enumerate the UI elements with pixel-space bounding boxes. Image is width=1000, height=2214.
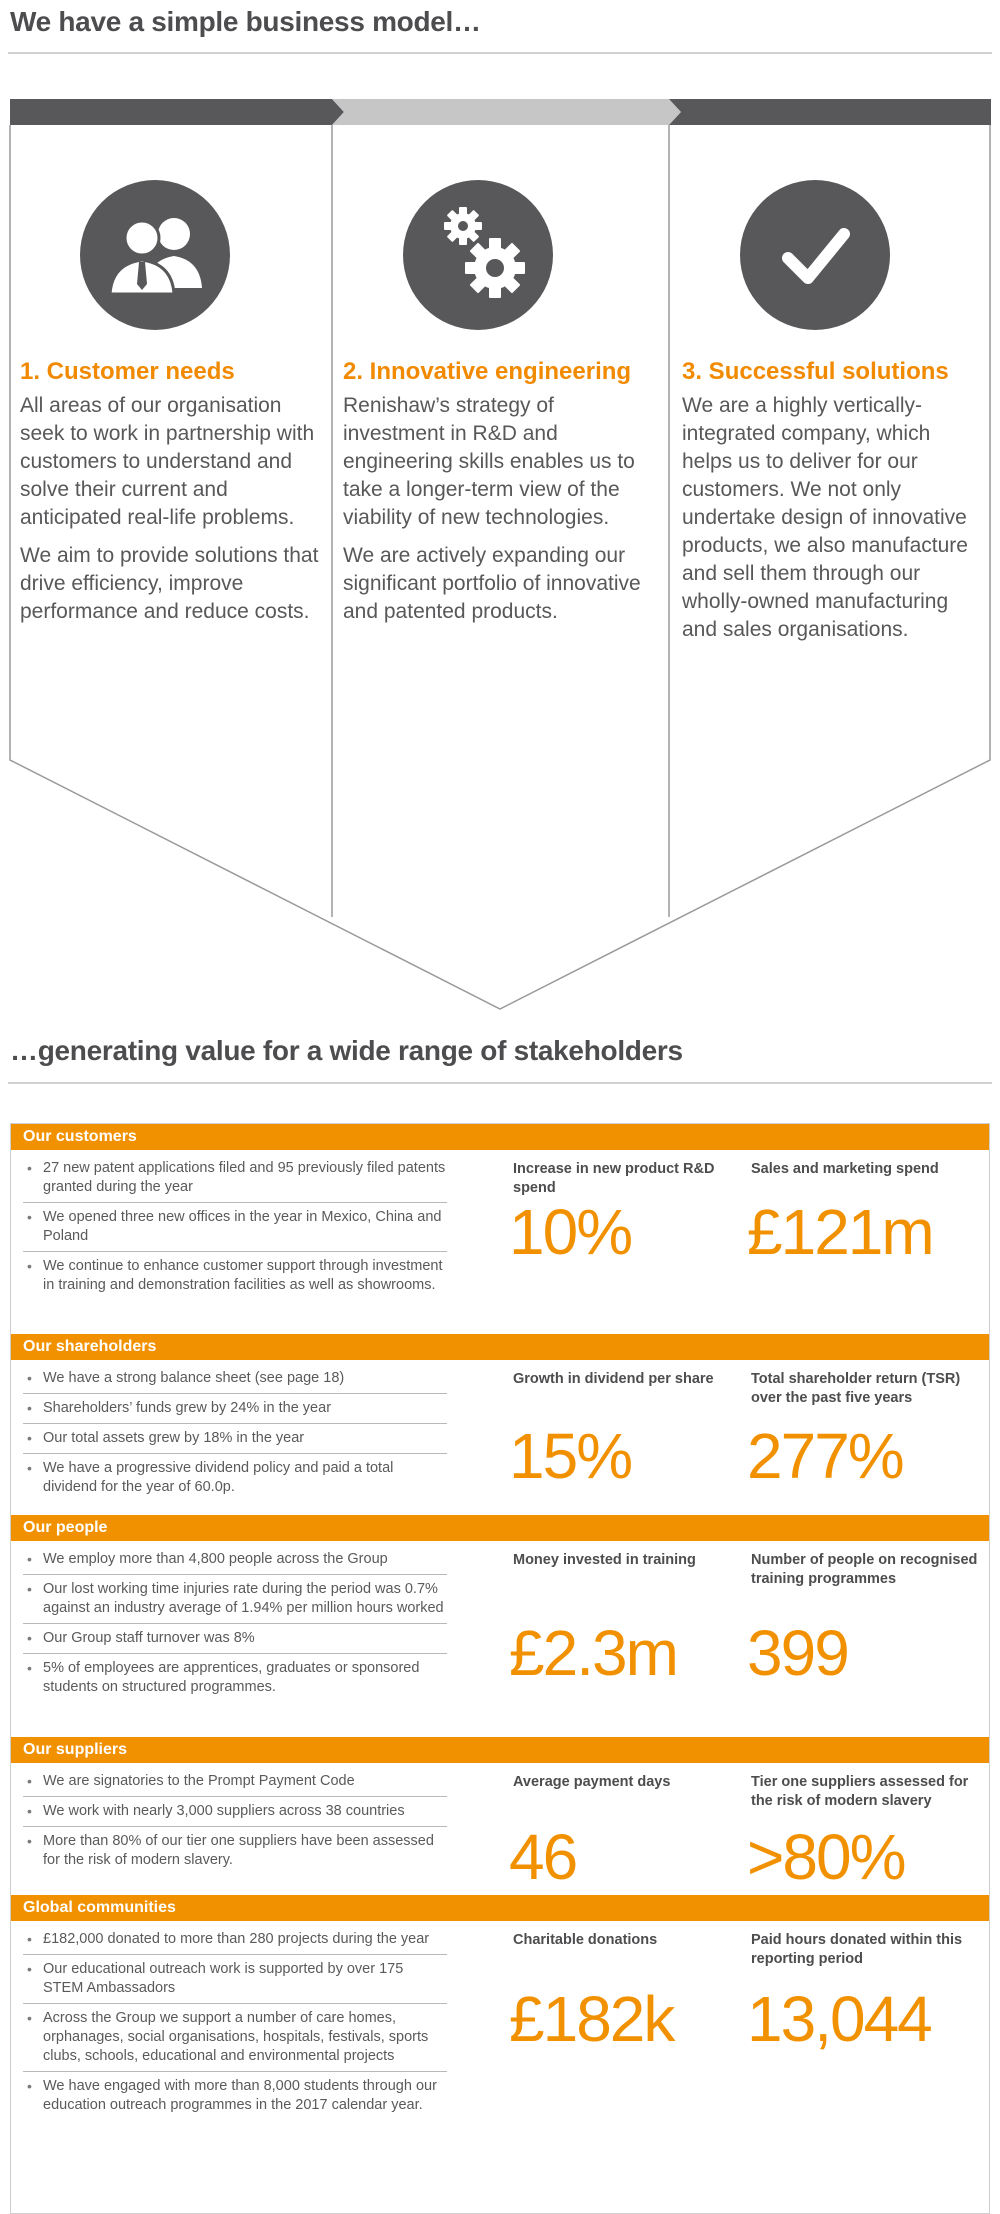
list-item: • We have a strong balance sheet (see page 18)	[23, 1364, 447, 1394]
step-text: We are actively expanding our significant portfolio of innovative and patented products.	[343, 544, 641, 623]
metric-label: Average payment days	[513, 1774, 671, 1790]
metric-value: 277%	[747, 1420, 903, 1492]
gears-icon	[403, 180, 553, 330]
metric-label: Increase in new product R&D spend	[513, 1161, 715, 1196]
list-item: • Shareholders’ funds grew by 24% in the year	[23, 1394, 447, 1424]
metric-label: Growth in dividend per share	[513, 1371, 714, 1387]
section-communities	[11, 1921, 989, 2213]
section-shareholders	[11, 1360, 989, 1515]
metric	[509, 1541, 753, 1737]
list-item: • £182,000 donated to more than 280 projects during the year	[23, 1925, 447, 1955]
list-item: • We opened three new offices in the year in Mexico, China and Poland	[23, 1203, 447, 1252]
step-text: Renishaw’s strategy of investment in R&D and engineering skills enables us to take a longer-term view of the viability of new technologies.	[343, 394, 635, 529]
step-text: We are a highly vertically-integrated company, which helps us to deliver for our customers. We not only undertake design of innovative products, we also manufacture and sell them through our wholly-owned manufacturing and sales organisations.	[682, 394, 968, 641]
metric-value: 15%	[509, 1420, 632, 1492]
step-text: We aim to provide solutions that drive efficiency, improve performance and reduce costs.	[20, 544, 319, 623]
metric-label: Charitable donations	[513, 1932, 658, 1948]
metric-label: Money invested in training	[513, 1552, 696, 1568]
list-item: • More than 80% of our tier one suppliers have been assessed for the risk of modern slavery.	[23, 1827, 447, 1875]
metric-value: 46	[509, 1821, 577, 1893]
metric-label: Sales and marketing spend	[751, 1161, 939, 1177]
step-text: All areas of our organisation seek to work in partnership with customers to understand and solve their current and anticipated real-life problems.	[20, 394, 315, 529]
metric-value: >80%	[747, 1821, 905, 1893]
list-item: • We have a progressive dividend policy and paid a total dividend for the year of 60.0p.	[23, 1454, 447, 1502]
step-title: 3. Successful solutions	[682, 358, 949, 385]
section-header-people: Our people	[11, 1515, 989, 1541]
list-item: • Our educational outreach work is supported by over 175 STEM Ambassadors	[23, 1955, 447, 2004]
list-item: • We work with nearly 3,000 suppliers across 38 countries	[23, 1797, 447, 1827]
metric	[509, 1921, 753, 2213]
list-item: • We have engaged with more than 8,000 students through our education outreach programmes in the 2017 calendar year.	[23, 2072, 447, 2120]
metric-value: 399	[747, 1617, 848, 1689]
customers-icon	[80, 180, 230, 330]
list-item: • Our total assets grew by 18% in the year	[23, 1424, 447, 1454]
metric-label: Tier one suppliers assessed for the risk of modern slavery	[751, 1774, 969, 1809]
step-successful-solutions	[682, 358, 980, 654]
metric	[747, 1921, 991, 2213]
list-item: • Across the Group we support a number of care homes, orphanages, social organisations, hospitals, festivals, sports clubs, schools, educational and environmental projects	[23, 2004, 447, 2072]
metric-value: £182k	[509, 1983, 674, 2055]
step-title: 1. Customer needs	[20, 358, 235, 385]
metric	[747, 1763, 991, 1895]
metric-value: 10%	[509, 1196, 632, 1268]
checkmark-icon	[740, 180, 890, 330]
list-item: • Our Group staff turnover was 8%	[23, 1624, 447, 1654]
metric-value: £121m	[747, 1196, 933, 1268]
section-customers	[11, 1150, 989, 1334]
metric-value: £2.3m	[509, 1617, 677, 1689]
list-item: • 27 new patent applications filed and 95 previously filed patents granted during the year	[23, 1154, 447, 1203]
step-1-bar	[10, 99, 344, 125]
subtitle-divider	[8, 1082, 992, 1084]
metric	[509, 1763, 753, 1895]
metric	[747, 1360, 991, 1515]
metric-label: Paid hours donated within this reporting period	[751, 1932, 963, 1967]
section-people	[11, 1541, 989, 1737]
section-suppliers	[11, 1763, 989, 1895]
page-title: We have a simple business model…	[10, 6, 481, 37]
list-item: • We are signatories to the Prompt Payment Code	[23, 1767, 447, 1797]
step-customer-needs	[20, 358, 325, 636]
list-item: • We employ more than 4,800 people across the Group	[23, 1545, 447, 1575]
section-header-communities: Global communities	[11, 1895, 989, 1921]
step-title: 2. Innovative engineering	[343, 358, 632, 385]
section-header-customers: Our customers	[11, 1124, 989, 1150]
metric	[747, 1150, 991, 1334]
title-divider	[8, 52, 992, 54]
list-item: • We continue to enhance customer support through investment in training and demonstration facilities as well as showrooms.	[23, 1252, 447, 1300]
metric-label: Total shareholder return (TSR) over the past five years	[751, 1371, 961, 1406]
metric	[509, 1360, 753, 1515]
section-subtitle: …generating value for a wide range of stakeholders	[10, 1035, 683, 1066]
stakeholders-table	[10, 1123, 990, 2214]
metric	[747, 1541, 991, 1737]
list-item: • Our lost working time injuries rate during the period was 0.7% against an industry average of 1.94% per million hours worked	[23, 1575, 447, 1624]
section-header-suppliers: Our suppliers	[11, 1737, 989, 1763]
section-header-shareholders: Our shareholders	[11, 1334, 989, 1360]
step-innovative-engineering	[343, 358, 661, 636]
metric	[509, 1150, 753, 1334]
list-item: • 5% of employees are apprentices, graduates or sponsored students on structured programmes.	[23, 1654, 447, 1702]
step-3-bar	[669, 99, 991, 125]
metric-label: Number of people on recognised training programmes	[751, 1552, 978, 1587]
metric-value: 13,044	[747, 1983, 931, 2055]
step-2-bar	[332, 99, 681, 125]
